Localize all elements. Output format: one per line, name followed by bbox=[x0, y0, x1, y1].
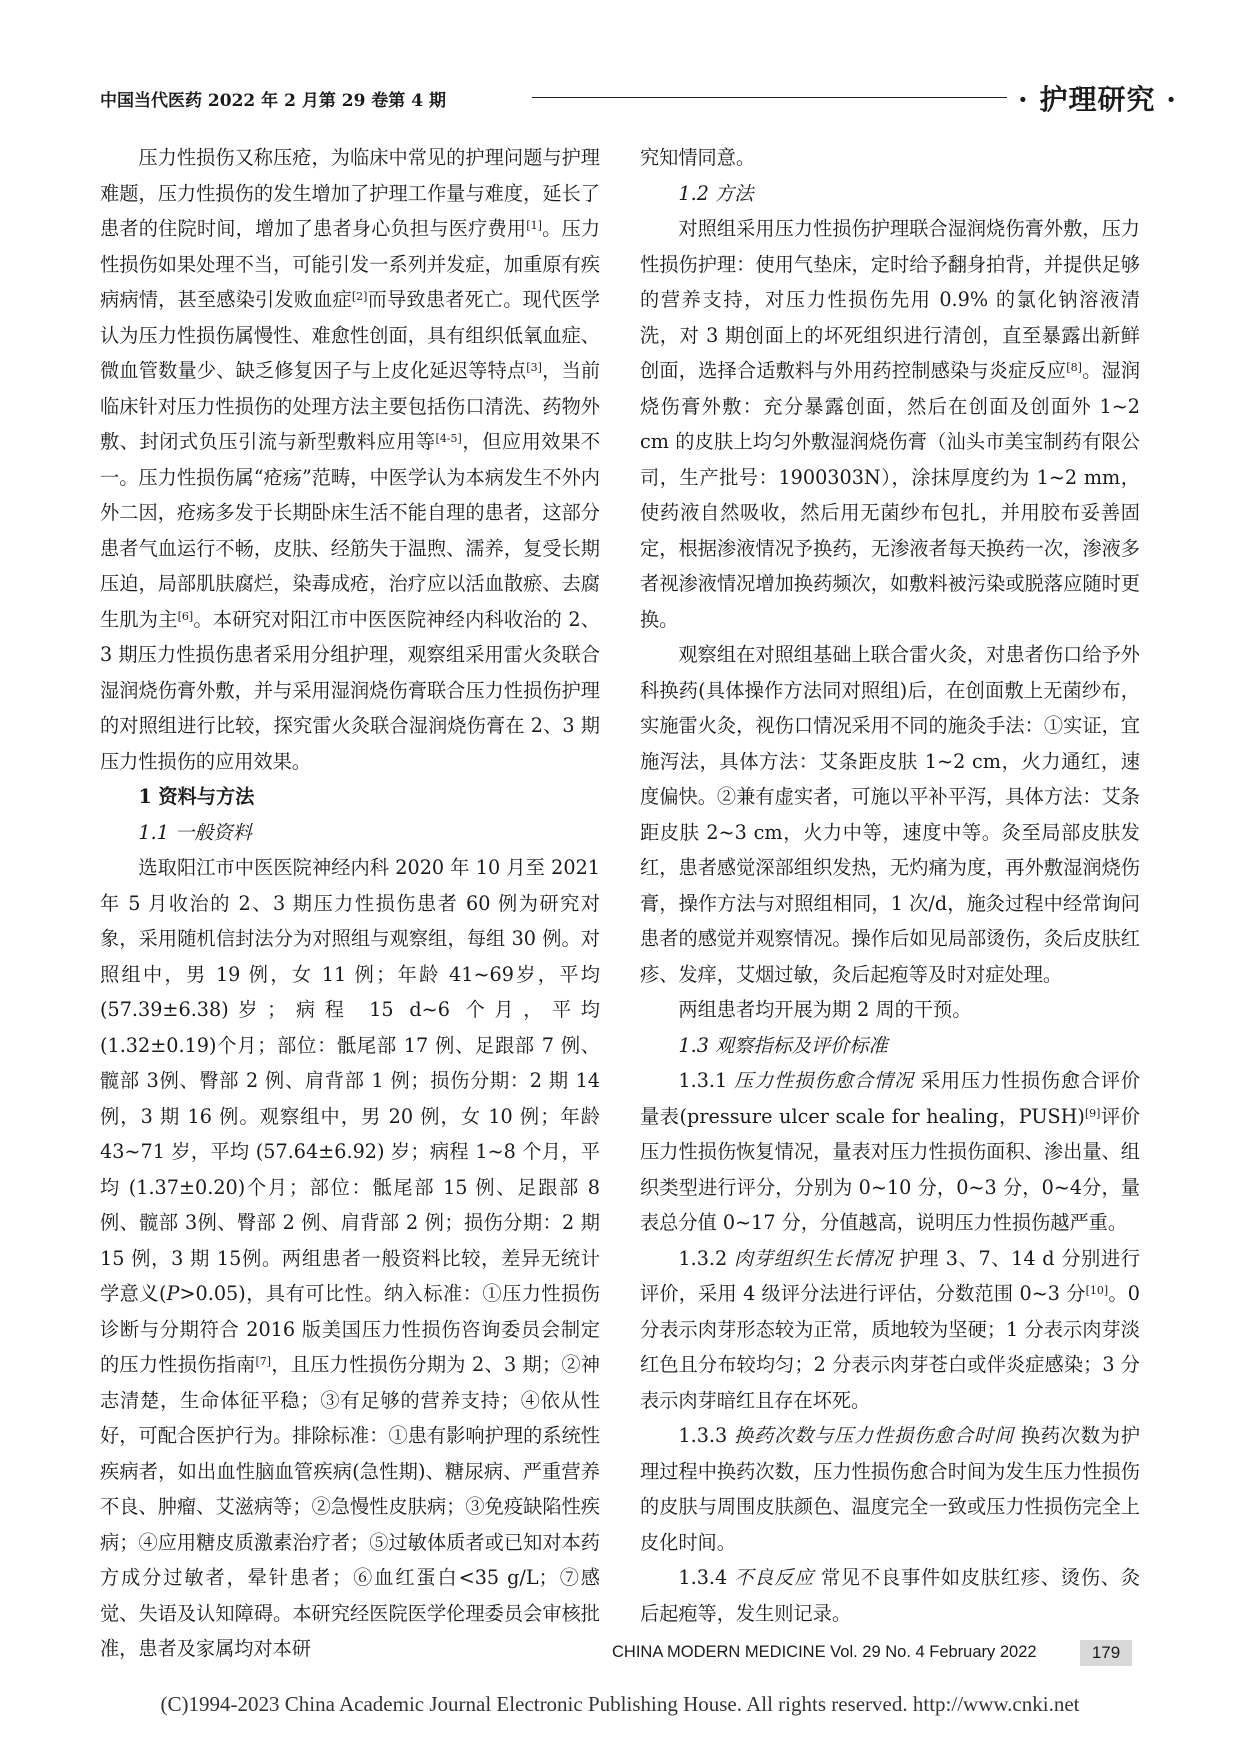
continued-paragraph: 究知情同意。 bbox=[640, 146, 756, 169]
header-rule bbox=[532, 97, 1007, 98]
citation[interactable]: [3] bbox=[526, 361, 542, 374]
right-column bbox=[640, 140, 1140, 1631]
citation[interactable]: [2] bbox=[351, 290, 368, 303]
copyright-line: (C)1994-2023 China Academic Journal Electronic Publishing House. All rights reserved. http://www.cnki.net bbox=[160, 1692, 1080, 1716]
indicator-paragraph: 1.3.1 压力性损伤愈合情况 采用压力性损伤愈合评价量表(pressure ulcer scale for healing，PUSH)[9]评价压力性损伤恢复情况，量表对压力性损伤面积、渗出量、组织类型进行评分，分别为 0~10 分，0~3 分，0~4分，量表总分值 0~17 分，分值越高，说明压力性损伤越严重。 bbox=[640, 1069, 1141, 1234]
indicator-heading: 不良反应 bbox=[734, 1566, 815, 1589]
control-group-method: 对照组采用压力性损伤护理联合湿润烧伤膏外敷，压力性损伤护理：使用气垫床，定时给予翻身拍背，并提供足够的营养支持，对压力性损伤先用 0.9% 的氯化钠溶液清洗，对 3 期创面上的坏死组织进行清创，直至暴露出新鲜创面，选择合适敷料与外用药控制感染与炎症反应[8]。湿润烧伤膏外敷：充分暴露创面，然后在创面及创面外 1~2 cm 的皮肤上均匀外敷湿润烧伤膏（汕头市美宝制药有限公司，生产批号：1900303N），涂抹厚度约为 1~2 mm，使药液自然吸收，然后用无菌纱布包扎，并用胶布妥善固定，根据渗液情况予换药，无渗液者每天换药一次，渗液多者视渗液情况增加换药频次，如敷料被污染或脱落应随时更换。 bbox=[640, 217, 1141, 631]
subsection-heading: 1.1 一般资料 bbox=[138, 820, 252, 844]
citation[interactable]: [1] bbox=[526, 219, 542, 232]
citation[interactable]: [10] bbox=[1085, 1284, 1109, 1297]
section-title: · 护理研究 · bbox=[1018, 83, 1177, 116]
citation[interactable]: [6] bbox=[177, 609, 194, 623]
indicator-paragraph: 1.3.2 肉芽组织生长情况 护理 3、7、14 d 分别进行评价，采用 4 级评分法进行评估，分数范围 0~3 分[10]。0分表示肉芽形态较为正常，质地较为坚硬；1 分表示肉芽淡红色且分布较均匀；2 分表示肉芽苍白或伴炎症感染；3 分表示肉芽暗红且存在坏死。 bbox=[640, 1246, 1141, 1412]
intervention-duration: 两组患者均开展为期 2 周的干预。 bbox=[678, 998, 972, 1021]
running-header bbox=[100, 78, 1177, 118]
journal-info: 中国当代医药 2022 年 2 月第 29 卷第 4 期 bbox=[100, 91, 446, 111]
subsection-heading: 1.3 观察指标及评价标准 bbox=[678, 1033, 888, 1057]
left-column bbox=[100, 140, 600, 1667]
page-number: 179 bbox=[1080, 1640, 1132, 1666]
indicator-paragraph: 1.3.4 不良反应 常见不良事件如皮肤红疹、烫伤、灸后起疱等，发生则记录。 bbox=[640, 1566, 1141, 1625]
section-heading: 1 资料与方法 bbox=[138, 785, 255, 808]
citation[interactable]: [4-5] bbox=[435, 432, 462, 445]
indicator-paragraph: 1.3.3 换药次数与压力性损伤愈合时间 换药次数为护理过程中换药次数，压力性损伤愈合时间为发生压力性损伤的皮肤与周围皮肤颜色、温度完全一致或压力性损伤完全上皮化时间。 bbox=[640, 1424, 1141, 1554]
subsection-heading: 1.2 方法 bbox=[678, 181, 754, 205]
citation[interactable]: [9] bbox=[1084, 1106, 1101, 1120]
intro-paragraph: 压力性损伤又称压疮，为临床中常见的护理问题与护理难题，压力性损伤的发生增加了护理工作量与难度，延长了患者的住院时间，增加了患者身心负担与医疗费用[1]。压力性损伤如果处理不当，可能引发一系列并发症，加重原有疾病病情，甚至感染引发败血症[2]而导致患者死亡。现代医学认为压力性损伤属慢性、难愈性创面，具有组织低氧血症、微血管数量少、缺乏修复因子与上皮化延迟等特点[3]，当前临床针对压力性损伤的处理方法主要包括伤口清洗、药物外敷、封闭式负压引流与新型敷料应用等[4-5]，但应用效果不一。压力性损伤属“疮疡”范畴，中医学认为本病发生不外内外二因，疮疡多发于长期卧床生活不能自理的患者，这部分患者气血运行不畅，皮肤、经筋失于温煦、濡养，复受长期压迫，局部肌肤腐烂，染毒成疮，治疗应以活血散瘀、去腐生肌为主[6]。本研究对阳江市中医医院神经内科收治的 2、3 期压力性损伤患者采用分组护理，观察组采用雷火灸联合湿润烧伤膏外敷，并与采用湿润烧伤膏联合压力性损伤护理的对照组进行比较，探究雷火灸联合湿润烧伤膏在 2、3 期压力性损伤的应用效果。 bbox=[100, 146, 601, 773]
observation-group-method: 观察组在对照组基础上联合雷火灸，对患者伤口给予外科换药(具体操作方法同对照组)后，在创面敷上无菌纱布，实施雷火灸，视伤口情况采用不同的施灸手法：①实证，宜施泻法，具体方法：艾条距皮肤 1~2 cm，火力通红，速度偏快。②兼有虚实者，可施以平补平泻，具体方法：艾条距皮肤 2~3 cm，火力中等，速度中等。灸至局部皮肤发红，患者感觉深部组织发热，无灼痛为度，再外敷湿润烧伤膏，操作方法与对照组相同，1 次/d，施灸过程中经常询问患者的感觉并观察情况。操作后如见局部烫伤，灸后皮肤红疹、发痒，艾烟过敏，灸后起疱等及时对症处理。 bbox=[640, 643, 1140, 986]
citation[interactable]: [8] bbox=[1066, 361, 1082, 374]
page-footer bbox=[612, 1640, 1132, 1668]
general-data-paragraph: 选取阳江市中医医院神经内科 2020 年 10 月至 2021 年 5 月收治的 2、3 期压力性损伤患者 60 例为研究对象，采用随机信封法分为对照组与观察组，每组 30 例。对照组中，男 19 例，女 11 例；年龄 41~69岁，平均(57.39±6.38)岁；病程 15 d~6 个月，平均(1.32±0.19)个月；部位：骶尾部 17 例、足跟部 7 例、髋部 3例、臀部 2 例、肩背部 1 例；损伤分期：2 期 14 例，3 期 16 例。观察组中，男 20 例，女 10 例；年龄 43~71 岁，平均 (57.64±6.92) 岁；病程 1~8 个月，平均 (1.37±0.20)个月；部位：骶尾部 15 例、足跟部 8 例、髋部 3例、臀部 2 例、肩背部 2 例；损伤分期：2 期 15 例，3 期 15例。两组患者一般资料比较，差异无统计学意义(P>0.05)，具有可比性。纳入标准：①压力性损伤诊断与分期符合 2016 版美国压力性损伤咨询委员会制定的压力性损伤指南[7]，且压力性损伤分期为 2、3 期；②神志清楚，生命体征平稳；③有足够的营养支持；④依从性好，可配合医护行为。排除标准：①患有影响护理的系统性疾病者，如出血性脑血管疾病(急性期)、糖尿病、严重营养不良、肿瘤、艾滋病等；②急慢性皮肤病；③免疫缺陷性疾病；④应用糖皮质激素治疗者；⑤过敏体质者或已知对本药方成分过敏者，晕针患者；⑥血红蛋白<35 g/L；⑦感觉、失语及认知障碍。本研究经医院医学伦理委员会审核批准，患者及家属均对本研 bbox=[100, 856, 600, 1660]
indicator-heading: 换药次数与压力性损伤愈合时间 bbox=[734, 1424, 1014, 1447]
indicator-heading: 压力性损伤愈合情况 bbox=[734, 1069, 915, 1092]
citation[interactable]: [7] bbox=[255, 1355, 272, 1368]
indicator-heading: 肉芽组织生长情况 bbox=[733, 1246, 893, 1270]
journal-footer-info: CHINA MODERN MEDICINE Vol. 29 No. 4 February 2022 bbox=[612, 1643, 1037, 1661]
